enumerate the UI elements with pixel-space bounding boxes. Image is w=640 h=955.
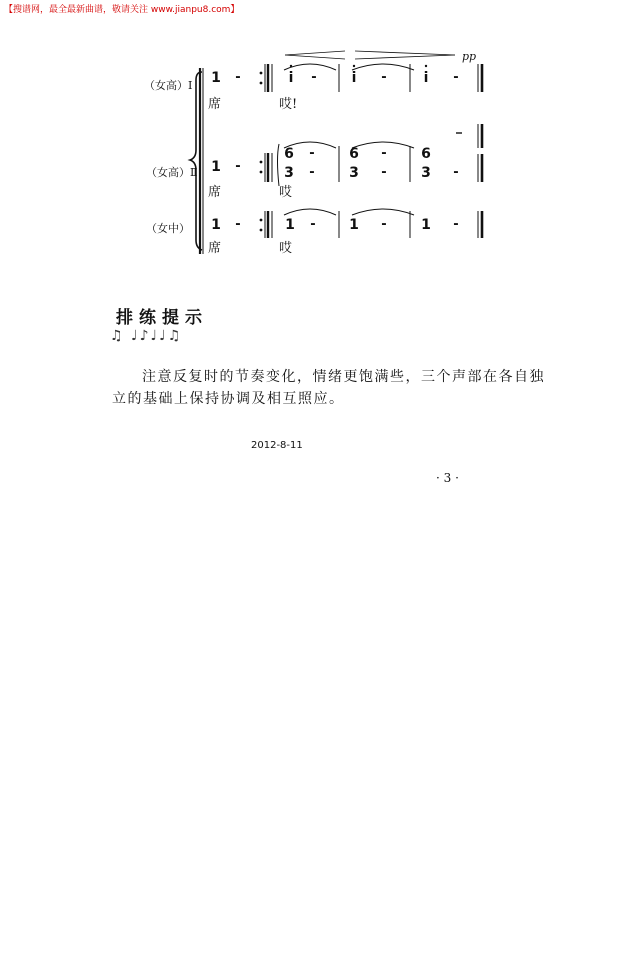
dash: - [381,217,387,232]
lyric: 席 [208,241,222,256]
note: 3 [284,165,294,181]
dash: - [235,159,241,174]
repeat-barline-1 [260,64,272,92]
note: i [351,70,357,86]
part-label-soprano-1: （女高）Ⅰ [144,79,193,92]
note: 6 [421,146,431,162]
dynamic-marking: pp [462,50,477,63]
dash: - [381,165,387,180]
note: 1 [285,217,295,233]
note: i [423,70,429,86]
lyric: 席 [208,185,222,200]
dash: - [311,70,317,85]
dash: - [310,217,316,232]
dash: - [309,165,315,180]
lyric: 哎 [279,185,293,200]
choral-score [0,0,640,280]
dash: - [381,70,387,85]
dash: - [453,70,459,85]
tip-paragraph: 注意反复时的节奏变化，情绪更饱满些，三个声部在各自独立的基础上保持协调及相互照应。 [112,369,545,407]
score-lines [0,0,640,280]
music-notes-icon: ♫ ♩♪♩♩♫ [110,328,183,344]
lyric: 席 [208,97,222,112]
page-number: · 3 · [436,471,459,485]
repeat-barline-2 [260,153,272,182]
note: 1 [211,217,221,233]
section-title: 排练提示 [116,308,208,328]
note: 3 [421,165,431,181]
dash: - [381,146,387,161]
note: 1 [421,217,431,233]
repeat-barline-3 [260,211,272,238]
note: i [288,70,294,86]
watermark-text: 【搜谱网，最全最新曲谱，敬请关注 www.jianpu8.com】 [4,5,240,15]
note: 1 [211,159,221,175]
note: 1 [211,70,221,86]
note: 3 [349,165,359,181]
hairpin-crescendo-decrescendo [285,51,455,59]
dash: - [235,70,241,85]
dash: - [453,165,459,180]
dash: - [453,217,459,232]
part-label-alto: （女中） [146,222,190,235]
lyric: 哎 [279,241,293,256]
note: 6 [284,146,294,162]
dash: - [309,146,315,161]
lyric: 哎! [279,97,298,112]
dash: - [235,217,241,232]
note: 1 [349,217,359,233]
part-label-soprano-2: （女高）Ⅱ [146,166,198,179]
date-stamp: 2012-8-11 [251,440,303,451]
note: 6 [349,146,359,162]
